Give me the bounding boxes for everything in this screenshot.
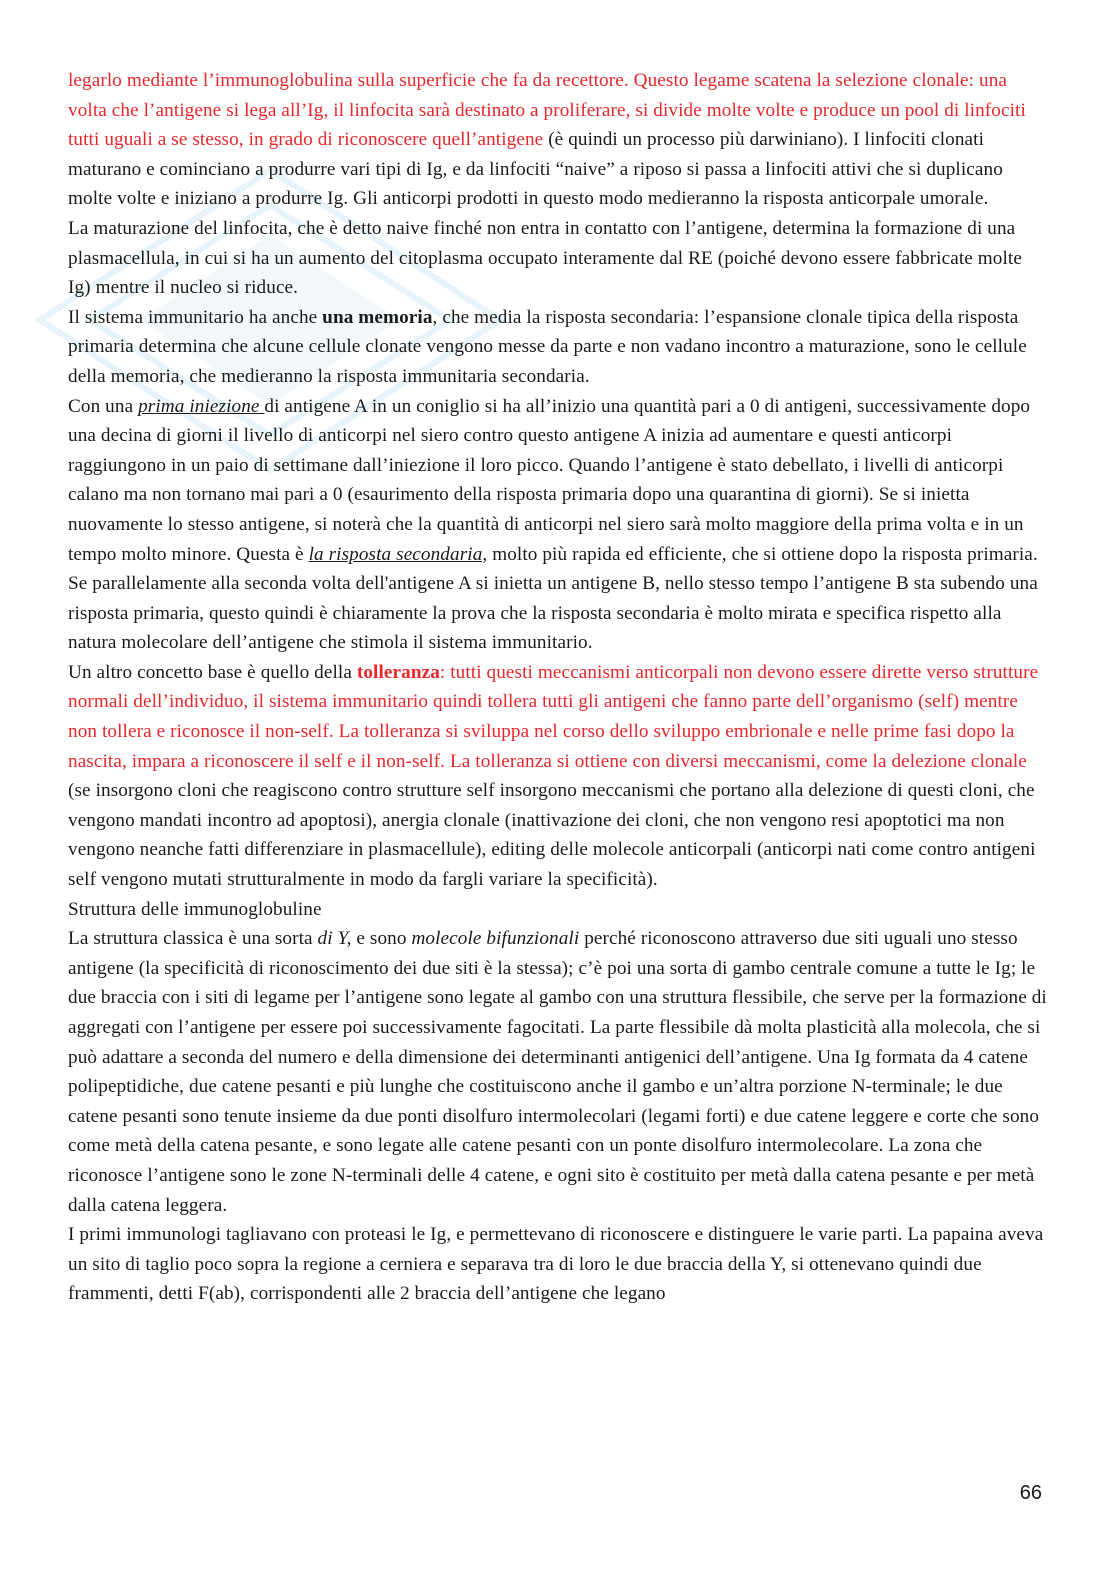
highlighted-text: legarlo mediante l’immunoglobulina sulla superficie che fa da recettore. Questo legame scatena la selezione clonale: una volta che l’antigene si lega all’Ig, il linfocita sarà destinato a proliferare, si divide molte volte e produce un pool di linfociti tutti uguali a se stesso, in grado di riconoscere quell’antigene xyxy=(68,70,1026,151)
page-body xyxy=(68,66,1048,1309)
body-text: (se insorgono cloni che reagiscono contro strutture self insorgono meccanismi che portano alla delezione di questi cloni, che vengono mandati incontro ad apoptosi), anergia clonale (inattivazione dei cloni, che non vengono resi apoptotici ma non vengono neanche fatti differenziare in plasmacellule), editing delle molecole anticorpali (anticorpi nati come contro antigeni self vengono mutati strutturalmente in modo da fargli variare la specificità). xyxy=(68,780,1036,891)
paragraph-tolleranza xyxy=(68,658,1048,895)
highlighted-text: : tutti questi meccanismi anticorpali non devono essere dirette verso strutture normali dell’individuo, il sistema immunitario quindi tollera tutti gli antigeni che fanno parte dell’organismo (self) mentre non tollera e riconosce il non-self. La tolleranza si sviluppa nel corso dello sviluppo embrionale e nelle prime fasi dopo la nascita, impara a riconoscere il self e il non-self. La tolleranza si ottiene con diversi meccanismi, come la delezione clonale xyxy=(68,661,1039,772)
body-text: perché riconoscono attraverso due siti uguali uno stesso antigene (la specificità di riconoscimento dei due siti è la stessa); c’è poi una sorta di gambo centrale comune a tutte le Ig; le due braccia con i siti di legame per l’antigene sono legate al gambo con una struttura flessibile, che serve per la formazione di aggregati con l’antigene per essere poi successivamente fagocitati. La parte flessibile dà molta plasticità alla molecola, che si può adattare a seconda del numero e della dimensione dei determinanti antigenici dell’antigene. Una Ig formata da 4 catene polipeptidiche, due catene pesanti e più lunghe che costituiscono anche il gambo e un’altra porzione N-terminale; le due catene pesanti sono tenute insieme da due ponti disolfuro intermolecolari (legami forti) e due catene leggere e corte che sono come metà della catena pesante, e sono legate alle catene pesanti con un ponte disolfuro intermolecolare. La zona che riconosce l’antigene sono le zone N-terminali delle 4 catene, e ogni sito è costituito per metà dalla catena pesante e per metà dalla catena leggera. xyxy=(68,928,1047,1216)
emphasized-term: la risposta secondaria, xyxy=(308,543,488,565)
body-text: Con una xyxy=(68,395,139,417)
body-text: e sono xyxy=(351,928,412,950)
bold-term: tolleranza xyxy=(356,661,440,683)
body-text: (è quindi un processo più darwiniano). I linfociti clonati maturano e cominciano a produrre vari tipi di Ig, e da linfociti “naive” a riposo si passa a linfociti attivi che si duplicano molte volte e iniziano a produrre Ig. Gli anticorpi prodotti in questo modo medieranno la risposta anticorpale umorale. xyxy=(68,129,1003,210)
paragraph-struttura xyxy=(68,924,1048,1220)
body-text: , che media la risposta secondaria: l’espansione clonale tipica della risposta primaria determina che alcune cellule clonate vengono messe da parte e non vadano incontro a maturazione, sono le cellule della memoria, che medieranno la risposta immunitaria secondaria. xyxy=(68,306,1027,387)
paragraph-selezione-clonale xyxy=(68,66,1048,214)
body-text: molto più rapida ed efficiente, che si ottiene dopo la risposta primaria. Se parallelamente alla seconda volta dell'antigene A si inietta un antigene B, nello stesso tempo l’antigene B sta subendo una risposta primaria, questo quindi è chiaramente la prova che la risposta secondaria è molto mirata e specifica rispetto alla natura molecolare dell’antigene che stimola il sistema immunitario. xyxy=(68,543,1038,654)
page-number: 66 xyxy=(1019,1482,1042,1504)
body-text: Un altro concetto base è quello della xyxy=(68,661,357,683)
body-text: di antigene A in un coniglio si ha all’inizio una quantità pari a 0 di antigeni, successivamente dopo una decina di giorni il livello di anticorpi nel siero contro questo antigene A inizia ad aumentare e questi anticorpi raggiungono in un paio di settimane dall’iniezione il loro picco. Quando l’antigene è stato debellato, i livelli di anticorpi calano ma non tornano mai pari a 0 (esaurimento della risposta primaria dopo una quarantina di giorni). Se si inietta nuovamente lo stesso antigene, si noterà che la quantità di anticorpi nel siero sarà molto maggiore della prima volta e in un tempo molto minore. Questa è xyxy=(68,395,1031,565)
paragraph-papaina: I primi immunologi tagliavano con proteasi le Ig, e permettevano di riconoscere e distinguere le varie parti. La papaina aveva un sito di taglio poco sopra la regione a cerniera e separava tra di loro le due braccia della Y, si ottenevano quindi due frammenti, detti F(ab), corrispondenti alle 2 braccia dell’antigene che legano xyxy=(68,1224,1044,1305)
paragraph-memoria xyxy=(68,303,1048,392)
emphasized-term: molecole bifunzionali xyxy=(411,928,580,950)
body-text: La struttura classica è una sorta xyxy=(68,928,318,950)
paragraph-maturazione: La maturazione del linfocita, che è detto naive finché non entra in contatto con l’antigene, determina la formazione di una plasmacellula, in cui si ha un aumento del citoplasma occupato interamente dal RE (poiché devono essere fabbricate molte Ig) mentre il nucleo si riduce. xyxy=(68,217,1022,299)
body-text: Il sistema immunitario ha anche xyxy=(68,306,323,328)
emphasized-term: prima iniezione xyxy=(138,395,265,417)
emphasized-term: di Y, xyxy=(317,928,352,950)
section-heading: Struttura delle immunoglobuline xyxy=(68,898,322,920)
bold-term: una memoria xyxy=(322,306,433,328)
paragraph-risposta-secondaria xyxy=(68,392,1048,658)
